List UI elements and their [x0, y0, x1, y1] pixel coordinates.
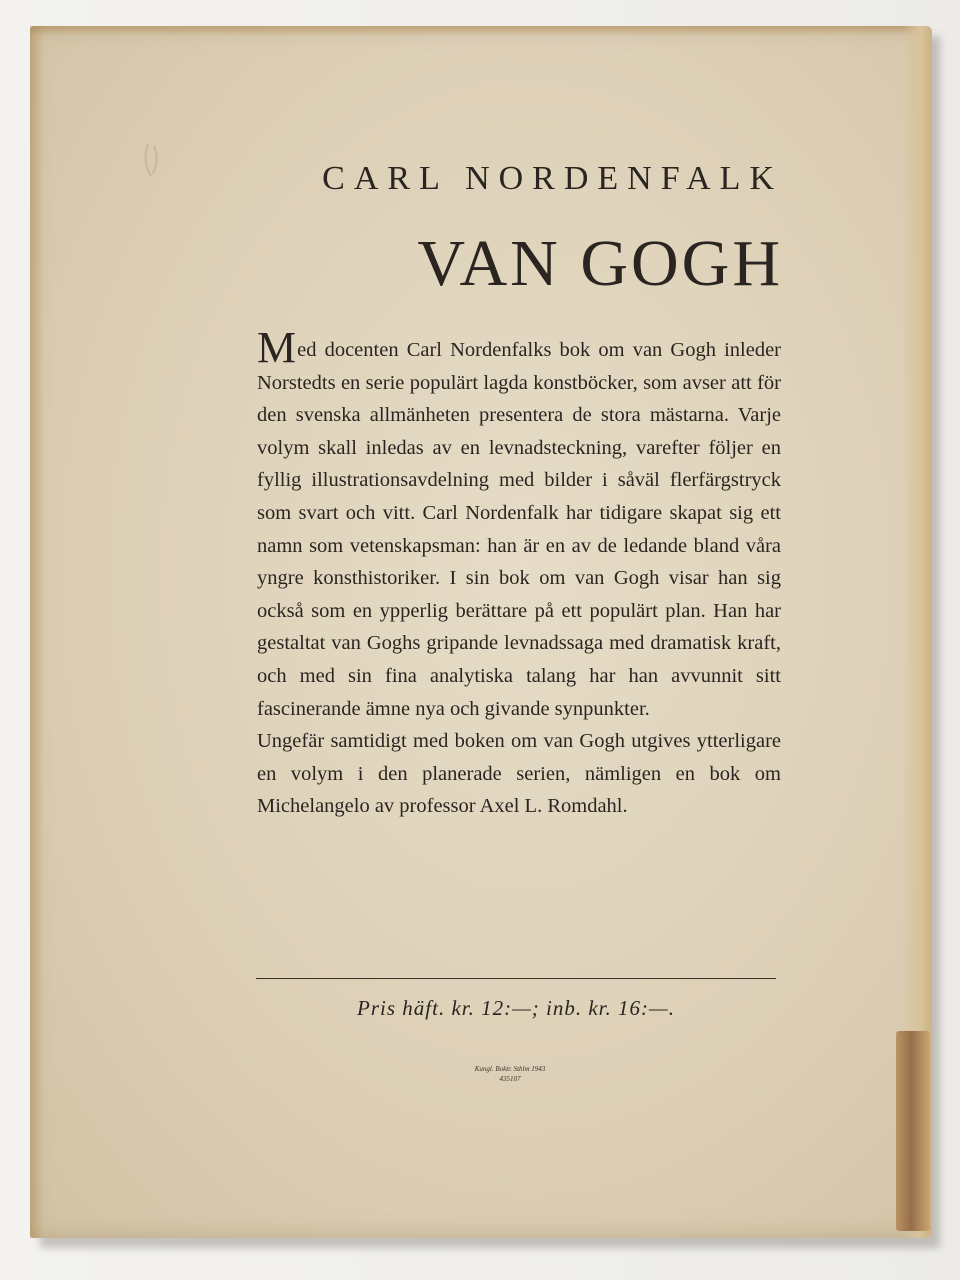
drop-cap: M	[257, 323, 297, 372]
horizontal-rule	[256, 978, 776, 979]
cover-top-edge	[30, 26, 932, 36]
blurb-text	[257, 323, 781, 823]
blurb-paragraph-1-text: ed docenten Carl Nordenfalks bok om van Gogh inleder Norstedts en serie populärt lagda konstböcker, som avser att för den svenska allmänheten presentera de stora mästarna. Varje volym skall inledas av en levnadsteckning, varefter följer en fyllig illustrationsavdelning med bilder i såväl flerfärgstryck som svart och vitt. Carl Nordenfalk har tidigare skapat sig ett namn som vetenskapsman: han är en av de ledande bland våra yngre konsthistoriker. I sin bok om van Gogh visar han sig också som en ypperlig berättare på ett populärt plan. Han har gestaltat van Goghs gripande levnadssaga med dramatisk kraft, och med sin fina analytiska talang har han avvunnit sitt fascinerande ämne nya och givande synpunkter.	[257, 339, 781, 720]
imprint-line-1: Kungl. Boktr. Sthlm 1943	[474, 1065, 546, 1073]
pencil-mark-icon	[142, 140, 162, 180]
imprint-line-2: 435107	[499, 1075, 521, 1083]
blurb-paragraph-2: Ungefär samtidigt med boken om van Gogh utgives ytterligare en volym i den planerade serien, nämligen en bok om Michelangelo av professor Axel L. Romdahl.	[257, 730, 781, 818]
printer-imprint	[440, 1064, 580, 1084]
book-title: VAN GOGH	[417, 227, 783, 300]
author-name: CARL NORDENFALK	[322, 160, 783, 197]
price-line: Pris häft. kr. 12:—; inb. kr. 16:—.	[357, 996, 675, 1020]
spine-wear-stain	[896, 1031, 930, 1231]
blurb-paragraph-1	[257, 323, 781, 725]
cover-left-edge	[30, 26, 44, 1238]
